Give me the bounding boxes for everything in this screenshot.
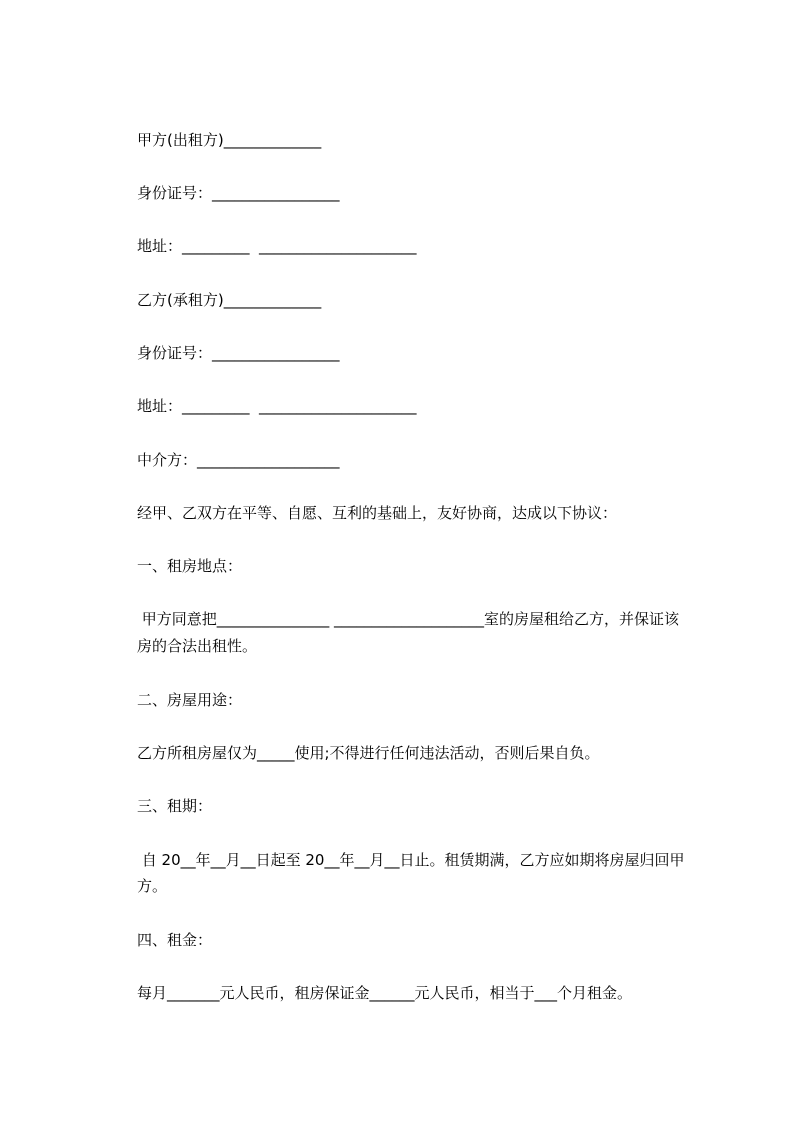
agent-field: 中介方：___________________ <box>137 451 340 469</box>
section-2-heading: 二、房屋用途： <box>137 691 243 709</box>
section-1-body-line-1: 甲方同意把_______________ ____________________室的房屋租给乙方，并保证该 <box>137 610 680 628</box>
section-1-body-line-2: 房的合法出租性。 <box>137 637 258 655</box>
lessee-id-field: 身份证号：_________________ <box>137 344 340 362</box>
lessor-id-field: 身份证号：_________________ <box>137 184 340 202</box>
section-2-body: 乙方所租房屋仅为_____使用;不得进行任何违法活动，否则后果自负。 <box>137 744 600 762</box>
section-4-heading: 四、租金： <box>137 931 213 949</box>
lessor-address-field: 地址：_________ _____________________ <box>137 237 417 255</box>
lessee-label: 乙方(承租方)_____________ <box>137 291 322 309</box>
lessee-address-field: 地址：_________ _____________________ <box>137 397 417 415</box>
intro-paragraph: 经甲、乙双方在平等、自愿、互利的基础上，友好协商，达成以下协议： <box>137 504 618 522</box>
section-3-body-line-2: 方。 <box>137 877 168 895</box>
section-3-body-line-1: 自 20__年__月__日起至 20__年__月__日止。租赁期满，乙方应如期将房屋归回甲 <box>137 851 685 869</box>
section-3-heading: 三、租期： <box>137 797 213 815</box>
section-4-body: 每月_______元人民币，租房保证金______元人民币，相当于___个月租金。 <box>137 984 633 1002</box>
section-1-heading: 一、租房地点： <box>137 557 243 575</box>
lessor-label: 甲方(出租方)_____________ <box>137 131 322 149</box>
